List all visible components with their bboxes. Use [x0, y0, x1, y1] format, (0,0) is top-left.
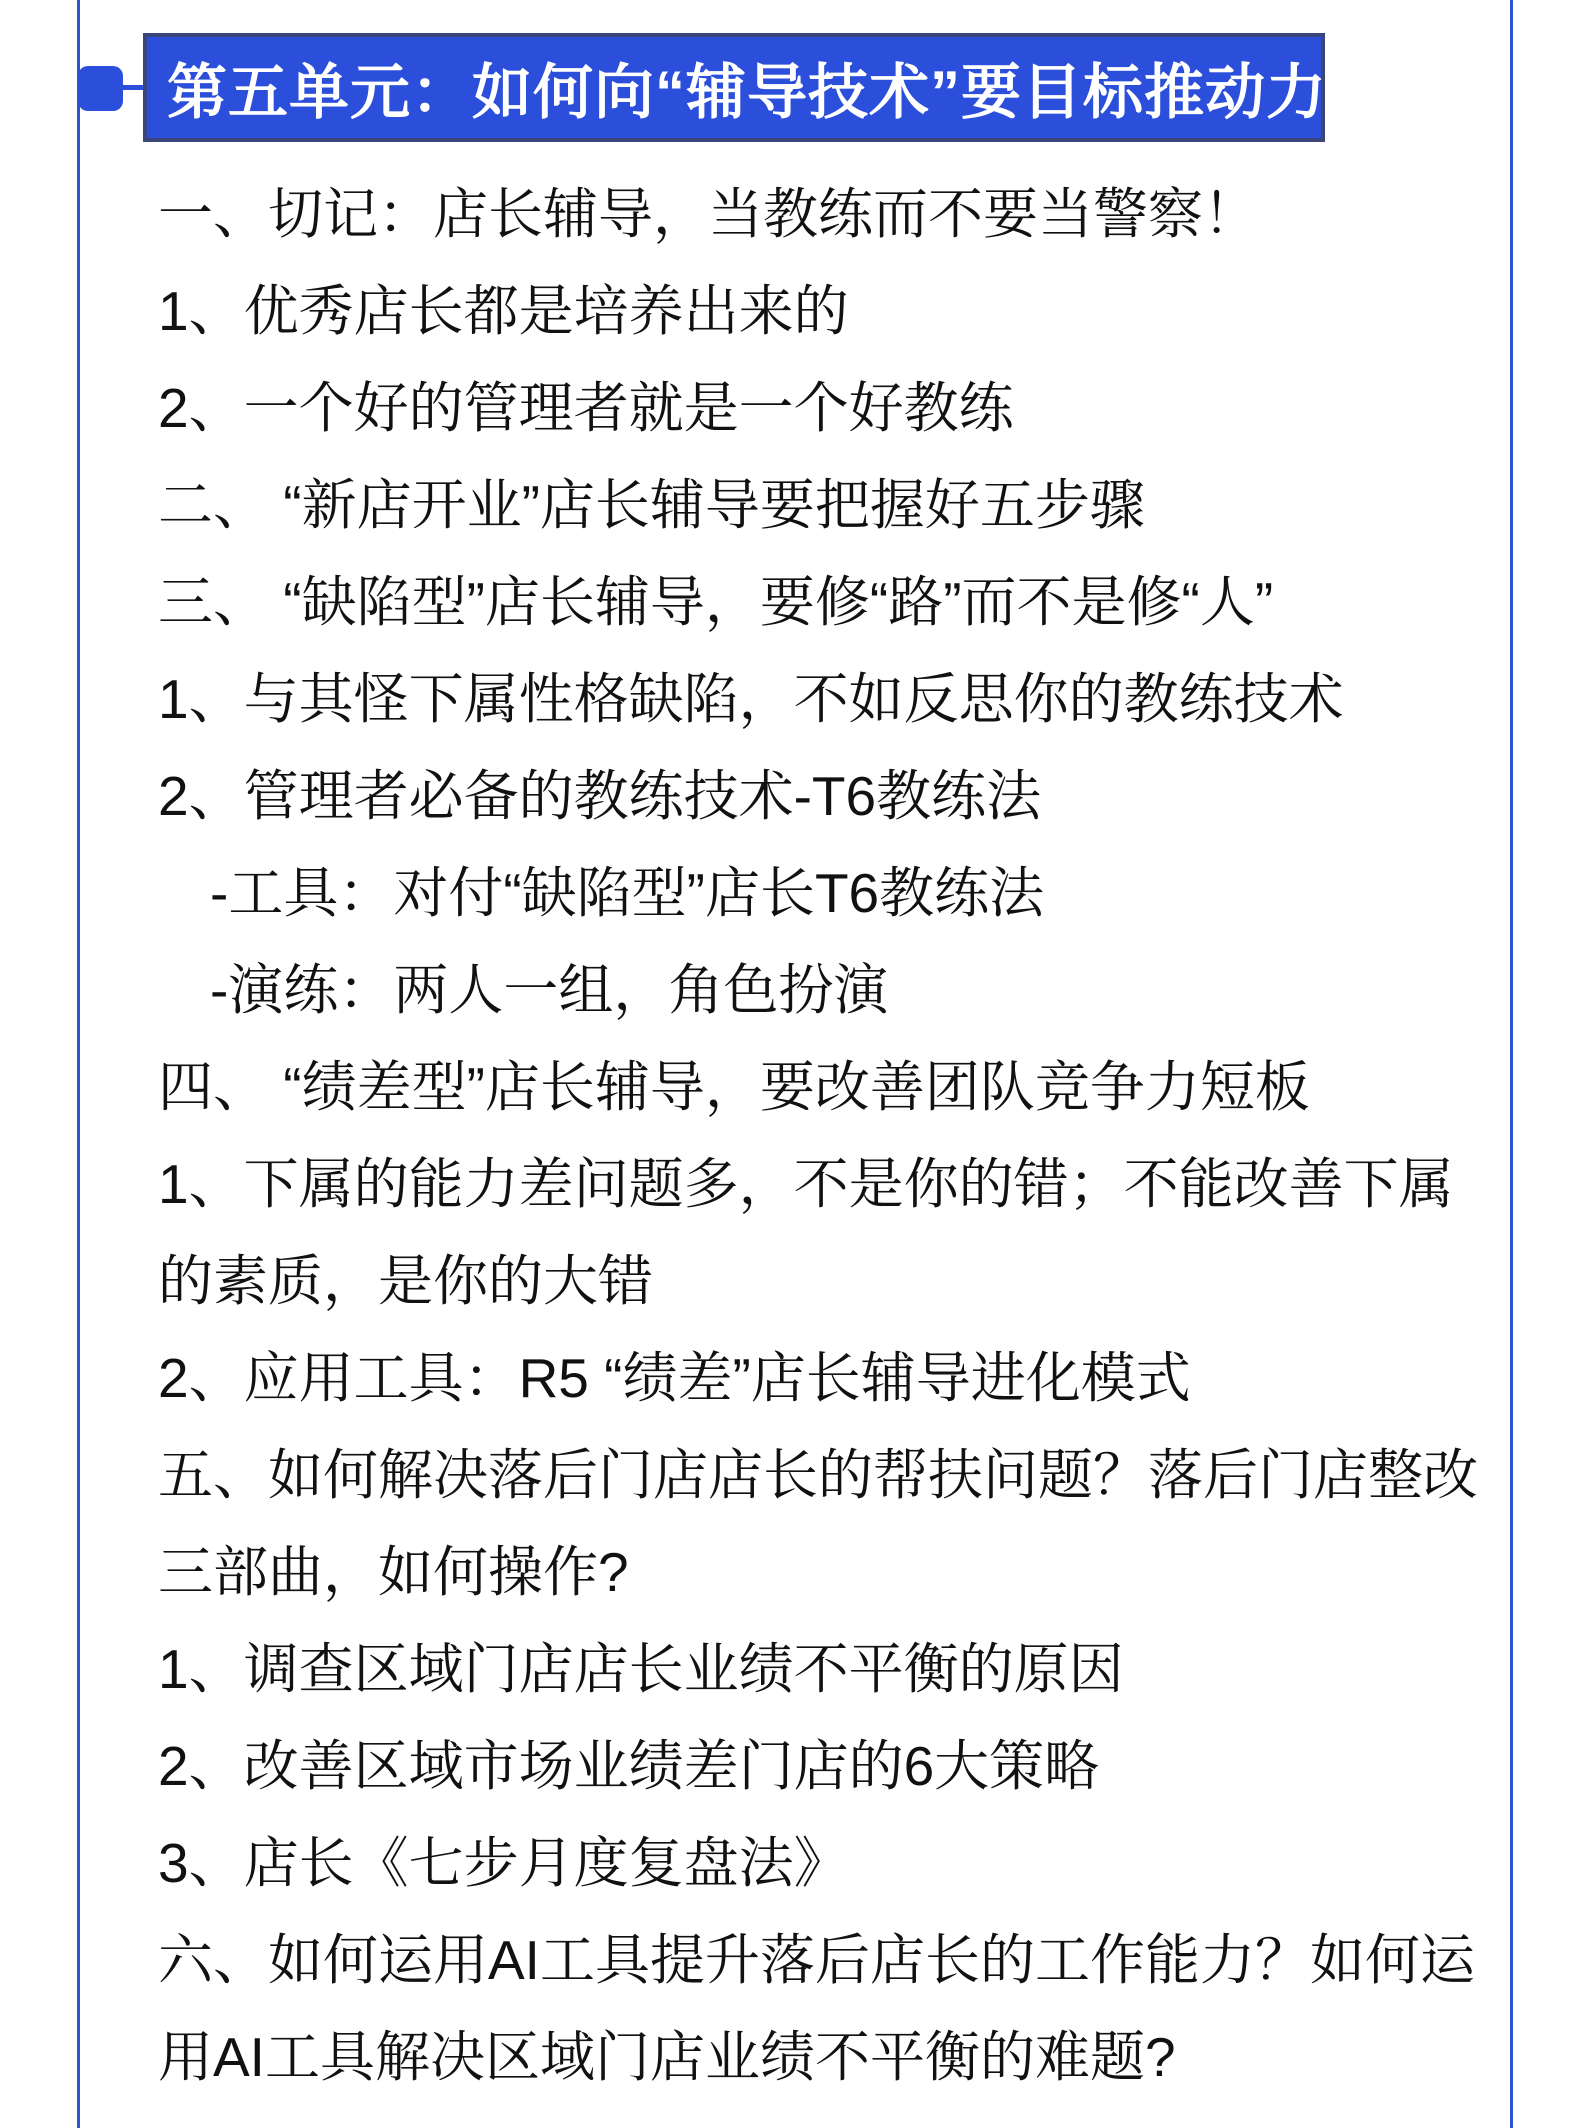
- outline-line: 六、如何运用AI工具提升落后店长的工作能力？如何运: [158, 1929, 1475, 1991]
- outline-line: -演练：两人一组，角色扮演: [210, 959, 889, 1021]
- outline-line: 用AI工具解决区域门店业绩不平衡的难题?: [158, 2026, 1176, 2088]
- outline-line: 1、调查区域门店店长业绩不平衡的原因: [158, 1638, 1124, 1700]
- header-bullet-square: [78, 66, 123, 111]
- outline-line: 1、优秀店长都是培养出来的: [158, 280, 849, 342]
- outline-line: -工具：对付“缺陷型”店长T6教练法: [210, 862, 1045, 924]
- outline-line: 三、 “缺陷型”店长辅导，要修“路”而不是修“人”: [158, 571, 1274, 633]
- outline-line: 四、 “绩差型”店长辅导，要改善团队竞争力短板: [158, 1056, 1310, 1118]
- outline-line: 1、下属的能力差问题多，不是你的错；不能改善下属: [158, 1153, 1454, 1215]
- section-title-banner: [143, 33, 1325, 142]
- outline-line: 2、管理者必备的教练技术-T6教练法: [158, 765, 1042, 827]
- outline-line: 1、与其怪下属性格缺陷，不如反思你的教练技术: [158, 668, 1344, 730]
- outline-line: 2、改善区域市场业绩差门店的6大策略: [158, 1735, 1100, 1797]
- left-border-line: [77, 0, 80, 2128]
- outline-line: 二、 “新店开业”店长辅导要把握好五步骤: [158, 474, 1145, 536]
- course-outline-list: [158, 166, 1503, 2106]
- outline-line: 一、切记：店长辅导，当教练而不要当警察！: [158, 183, 1259, 245]
- outline-line: 三部曲，如何操作?: [158, 1541, 629, 1603]
- outline-line: 2、应用工具：R5 “绩差”店长辅导进化模式: [158, 1347, 1191, 1409]
- right-border-line: [1510, 0, 1513, 2128]
- outline-line: 3、店长《七步月度复盘法》: [158, 1832, 849, 1894]
- outline-line: 五、如何解决落后门店店长的帮扶问题？落后门店整改: [158, 1444, 1479, 1506]
- outline-line: 2、一个好的管理者就是一个好教练: [158, 377, 1014, 439]
- section-title: 第五单元：如何向“辅导技术”要目标推动力: [167, 58, 1327, 126]
- outline-line: 的素质，是你的大错: [158, 1250, 654, 1312]
